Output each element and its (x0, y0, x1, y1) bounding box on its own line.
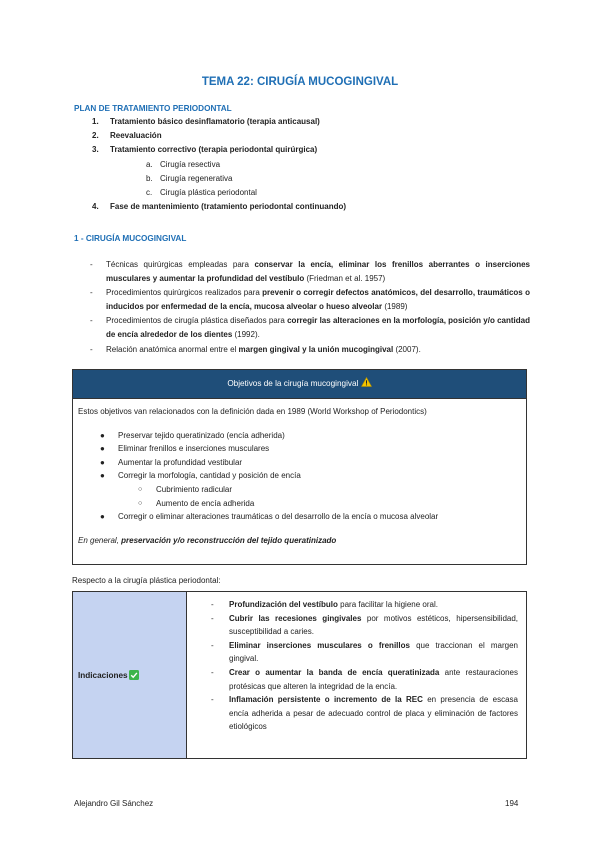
plan-heading: PLAN DE TRATAMIENTO PERIODONTAL (74, 104, 232, 113)
indication-item: - Profundización del vestíbulo para facilitar la higiene oral. (211, 600, 438, 609)
list-subitem: ○ Aumento de encía adherida (138, 498, 255, 508)
objectives-summary: En general, preservación y/o reconstrucción del tejido queratinizado (78, 535, 337, 545)
section-heading: 1 - CIRUGÍA MUCOGINGIVAL (74, 234, 187, 243)
check-icon (129, 670, 139, 680)
warning-icon (361, 377, 372, 387)
objectives-box (72, 369, 527, 565)
list-item: ● Eliminar frenillos e inserciones musculares (100, 444, 270, 454)
indication-item: - Inflamación persistente o incremento de la REC en presencia de escasa encía adherida a pesar de adecuado control de placa y eliminación de factores etiológicos (211, 695, 518, 732)
definitions-list (90, 258, 530, 357)
indication-item: - Cubrir las recesiones gingivales por motivos estéticos, hipersensibilidad, susceptibilidad a caries. (211, 613, 519, 637)
plastic-surgery-intro: Respecto a la cirugía plástica periodontal: (72, 576, 221, 585)
indications-table (72, 591, 527, 759)
list-item: 4. Fase de mantenimiento (tratamiento periodontal continuando) (92, 202, 347, 212)
objectives-intro: Estos objetivos van relacionados con la definición dada en 1989 (World Workshop of Periodontics) (78, 407, 427, 416)
page-number: 194 (505, 799, 519, 808)
footer-author: Alejandro Gil Sánchez (74, 799, 154, 808)
list-item: ● Corregir la morfología, cantidad y posición de encía (100, 471, 301, 481)
list-item: ● Preservar tejido queratinizado (encía adherida) (100, 430, 285, 440)
indications-label-cell: Indicaciones (73, 592, 187, 758)
list-subitem: b. Cirugía regenerativa (146, 173, 233, 183)
list-subitem: ○ Cubrimiento radicular (138, 484, 233, 494)
definition-item: - Procedimientos de cirugía plástica diseñados para corregir las alteraciones en la morfología, posición y/o cantidad de encía alrededor de los dientes (1992). (90, 316, 530, 340)
objectives-body (73, 399, 526, 553)
list-subitem: c. Cirugía plástica periodontal (146, 188, 257, 198)
list-item: 3. Tratamiento correctivo (terapia periodontal quirúrgica) (92, 145, 318, 155)
list-item: 1. Tratamiento básico desinflamatorio (terapia anticausal) (92, 117, 320, 126)
objectives-header: Objetivos de la cirugía mucogingival (73, 370, 526, 399)
indications-content-cell (187, 592, 526, 758)
definition-item: - Procedimientos quirúrgicos realizados para prevenir o corregir defectos anatómicos, del desarrollo, traumáticos o inducidos por enfermedad de la encía, mucosa alveolar o hueso alveolar (1989) (90, 288, 530, 312)
indication-item: - Crear o aumentar la banda de encía queratinizada ante restauraciones protésicas que alteren la integridad de la encía. (211, 667, 518, 691)
list-subitem: a. Cirugía resectiva (146, 159, 221, 169)
list-item: ● Corregir o eliminar alteraciones traumáticas o del desarrollo de la encía o mucosa alveolar (100, 512, 439, 522)
page-title: TEMA 22: CIRUGÍA MUCOGINGIVAL (201, 76, 399, 88)
definition-item: - Técnicas quirúrgicas empleadas para conservar la encía, eliminar los frenillos aberrantes o inserciones musculares y aumentar la profundidad del vestíbulo (Friedman et al. 1957) (90, 260, 530, 284)
indication-item: - Eliminar inserciones musculares o frenillos que traccionan el margen gingival. (211, 640, 518, 664)
definition-item: - Relación anatómica anormal entre el margen gingival y la unión mucogingival (2007). (90, 344, 421, 354)
list-item: ● Aumentar la profundidad vestibular (100, 457, 243, 467)
list-item: 2. Reevaluación (92, 131, 162, 141)
plan-list (74, 115, 534, 214)
